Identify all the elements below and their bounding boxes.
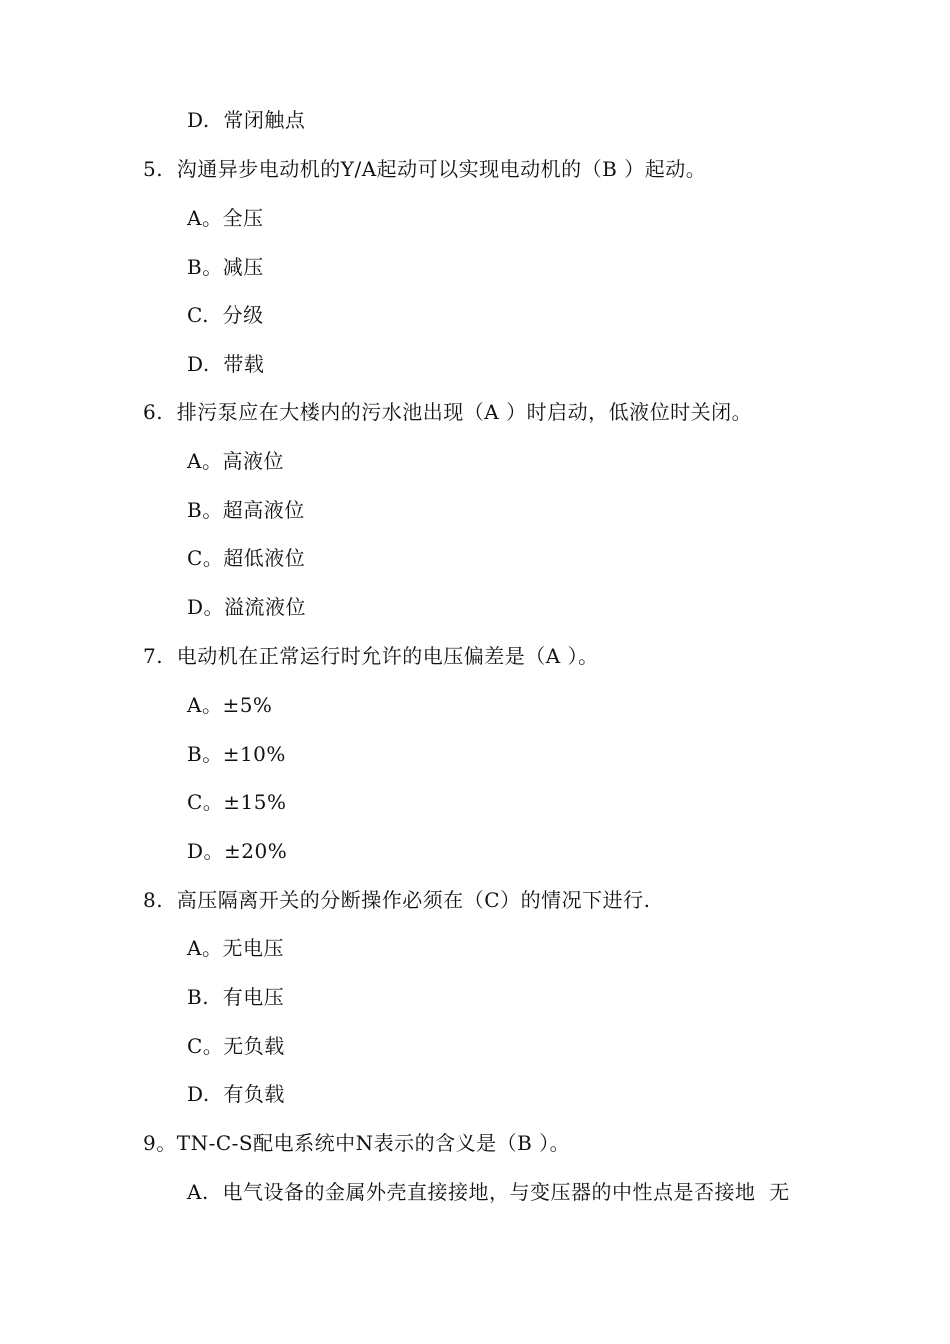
option-d-q6: D。溢流液位 — [187, 595, 307, 619]
option-a-q8: A。无电压 — [187, 936, 284, 960]
option-b-q7: B。±10% — [187, 742, 286, 766]
option-c-q7: C。±15% — [187, 790, 287, 814]
option-d-q4: D. 常闭触点 — [187, 108, 306, 132]
option-c-q5: C. 分级 — [187, 303, 264, 327]
question-7: 7. 电动机在正常运行时允许的电压偏差是（A ）。 — [143, 644, 599, 668]
option-a-q5: A。全压 — [187, 206, 264, 230]
option-d-q8: D. 有负载 — [187, 1082, 285, 1106]
option-d-q7: D。±20% — [187, 839, 288, 863]
option-a-q9: A. 电气设备的金属外壳直接接地，与变压器的中性点是否接地 无 — [187, 1180, 790, 1204]
option-b-q8: B. 有电压 — [187, 985, 285, 1009]
question-9: 9。TN-C-S配电系统中N表示的含义是（B ）。 — [143, 1131, 571, 1155]
question-5: 5. 沟通异步电动机的Y/A起动可以实现电动机的（B ）起动。 — [143, 157, 707, 181]
option-a-q7: A。±5% — [187, 693, 273, 717]
option-c-q8: C。无负载 — [187, 1034, 285, 1058]
option-b-q6: B。超高液位 — [187, 498, 305, 522]
option-a-q6: A。高液位 — [187, 449, 284, 473]
option-b-q5: B。减压 — [187, 255, 264, 279]
option-d-q5: D. 带载 — [187, 352, 265, 376]
question-8: 8. 高压隔离开关的分断操作必须在（C）的情况下进行. — [143, 888, 651, 912]
question-6: 6. 排污泵应在大楼内的污水池出现（A ）时启动，低液位时关闭。 — [143, 400, 753, 424]
option-c-q6: C。超低液位 — [187, 546, 306, 570]
